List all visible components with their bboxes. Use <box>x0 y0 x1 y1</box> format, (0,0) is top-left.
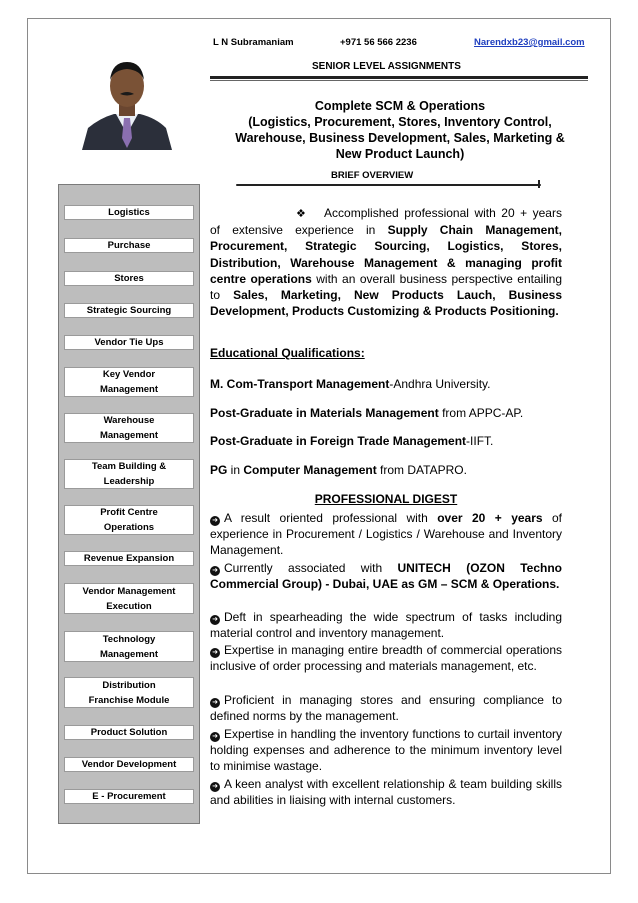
overview-highlight: Supply Chain Management, Procurement, Strategic Sourcing, Logistics, Stores, Distribution, Warehouse Management & managing profit centre operations <box>210 223 563 286</box>
title-line: New Product Launch) <box>335 147 465 161</box>
degree-name: Post-Graduate in Materials Management <box>210 406 439 420</box>
degree-name: Post-Graduate in Foreign Trade Management <box>210 434 467 448</box>
skill-item-distribution-franchise <box>64 677 194 708</box>
title-line: Complete SCM & Operations <box>314 99 486 113</box>
skill-label: Distribution Franchise Module <box>88 679 170 706</box>
overview-text: Accomplished professional with 20 + years of extensive experience in <box>210 206 562 238</box>
digest-point <box>210 642 562 674</box>
arrow-bullet-icon: ➜ <box>210 615 220 625</box>
skill-item-key-vendor-management <box>64 367 194 397</box>
diamond-bullet-icon: ❖ <box>296 208 309 220</box>
education-item <box>210 462 562 478</box>
phone-number: +971 56 566 2236 <box>340 37 417 48</box>
candidate-name: L N Subramaniam <box>213 37 294 48</box>
skill-item-vendor-management-execution <box>64 583 194 614</box>
skill-item-revenue-expansion <box>64 551 194 566</box>
skill-item-vendor-tie-ups <box>64 335 194 350</box>
digest-text: Currently associated with <box>224 561 398 575</box>
brief-divider <box>236 184 541 186</box>
arrow-bullet-icon: ➜ <box>210 566 220 576</box>
skill-label: Stores <box>114 273 144 284</box>
skill-item-profit-centre <box>64 505 194 535</box>
skill-item-warehouse-management <box>64 413 194 443</box>
degree-name: M. Com-Transport Management <box>210 377 390 391</box>
skill-label: Team Building & Leadership <box>91 461 167 487</box>
digest-text: Proficient in managing stores and ensuring compliance to defined norms by the management. <box>210 693 562 724</box>
arrow-bullet-icon: ➜ <box>210 732 220 742</box>
main-title <box>210 98 590 162</box>
institution: -IIFT. <box>466 434 494 448</box>
digest-text: Deft in spearheading the wide spectrum of tasks including material control and inventory management. <box>210 610 562 641</box>
brief-divider-end <box>538 180 540 188</box>
brief-overview-heading: BRIEF OVERVIEW <box>331 170 414 181</box>
skill-label: Profit Centre Operations <box>100 507 158 533</box>
skill-label: Product Solution <box>90 727 168 738</box>
digest-text: A result oriented professional with <box>224 511 438 525</box>
digest-point <box>210 560 562 592</box>
digest-point <box>210 609 562 641</box>
education-item <box>210 433 562 449</box>
skill-item-technology-management <box>64 631 194 662</box>
skill-label: Vendor Tie Ups <box>94 337 164 348</box>
overview-text: with an overall business perspective entailing to <box>210 271 562 303</box>
skill-item-e-procurement <box>64 789 194 804</box>
institution: from APPC-AP. <box>438 406 524 420</box>
degree-name: Computer Management <box>243 463 377 477</box>
skill-item-team-building <box>64 459 194 489</box>
overview-highlight: Sales, Marketing, New Products Lauch, Business Development, Products Customizing & Products Positioning. <box>210 288 562 319</box>
education-heading: Educational Qualifications: <box>210 346 365 360</box>
institution: -Andhra University. <box>389 377 491 391</box>
skill-label: Vendor Management Execution <box>82 585 176 612</box>
degree-connector: in <box>227 463 244 477</box>
degree-name: PG <box>210 463 228 477</box>
education-item <box>210 376 562 392</box>
header-divider <box>210 76 588 79</box>
skill-item-product-solution <box>64 725 194 740</box>
skill-item-purchase <box>64 238 194 253</box>
digest-text: of experience in Procurement / Logistics / Warehouse and Inventory Management. <box>210 511 562 558</box>
title-line: (Logistics, Procurement, Stores, Inventory Control, <box>248 115 552 129</box>
skill-label: Logistics <box>108 207 150 218</box>
digest-highlight: over 20 + years <box>437 511 543 525</box>
skill-label: Key Vendor Management <box>99 369 159 395</box>
skills-sidebar <box>58 184 200 824</box>
skill-label: Vendor Development <box>81 759 177 770</box>
skill-label: E - Procurement <box>92 791 166 802</box>
digest-point <box>210 510 562 559</box>
digest-point <box>210 692 562 724</box>
professional-digest-heading: PROFESSIONAL DIGEST <box>314 492 458 506</box>
email-link[interactable]: Narendxb23@gmail.com <box>474 37 585 48</box>
digest-text: A keen analyst with excellent relationship & team building skills and abilities in liaising with internal customers. <box>210 777 562 808</box>
education-item <box>210 405 562 421</box>
skill-item-strategic-sourcing <box>64 303 194 318</box>
digest-highlight: UNITECH (OZON Techno Commercial Group) - Dubai, UAE as GM – SCM & Operations. <box>210 561 563 592</box>
header-divider-thin <box>210 80 588 81</box>
skill-label: Revenue Expansion <box>83 553 175 564</box>
institution: from DATAPRO. <box>376 463 467 477</box>
skill-label: Warehouse Management <box>99 415 159 441</box>
arrow-bullet-icon: ➜ <box>210 648 220 658</box>
arrow-bullet-icon: ➜ <box>210 782 220 792</box>
profile-photo <box>80 50 174 150</box>
digest-point <box>210 776 562 808</box>
skill-label: Technology Management <box>99 633 159 660</box>
overview-paragraph <box>210 205 562 319</box>
skill-label: Purchase <box>107 240 151 251</box>
digest-text: Expertise in handling the inventory functions to curtail inventory holding expenses and adherence to the minimum inventory level to minimise wastage. <box>210 727 562 774</box>
skill-label: Strategic Sourcing <box>86 305 172 316</box>
arrow-bullet-icon: ➜ <box>210 516 220 526</box>
skill-item-logistics <box>64 205 194 220</box>
title-line: Warehouse, Business Development, Sales, Marketing & <box>235 131 565 145</box>
digest-text: Expertise in managing entire breadth of commercial operations inclusive of order processing and materials management, etc. <box>210 643 562 674</box>
skill-item-stores <box>64 271 194 286</box>
skill-item-vendor-development <box>64 757 194 772</box>
senior-level-heading: SENIOR LEVEL ASSIGNMENTS <box>312 61 461 72</box>
digest-point <box>210 726 562 775</box>
arrow-bullet-icon: ➜ <box>210 698 220 708</box>
